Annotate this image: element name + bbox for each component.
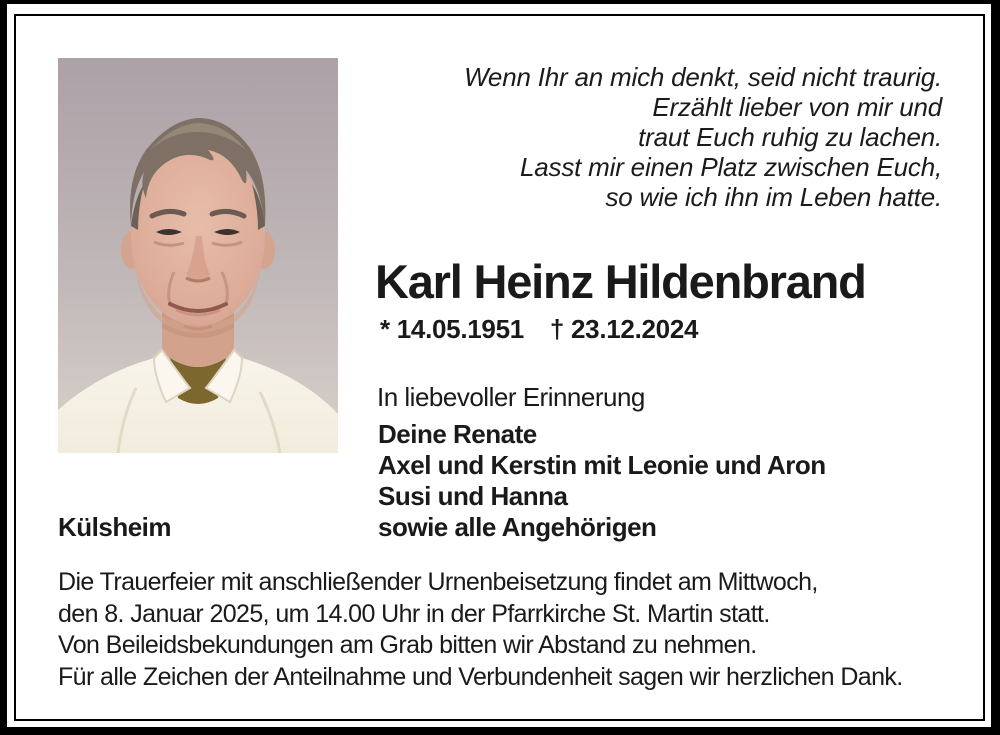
mourners-list <box>378 419 826 543</box>
poem-line: Wenn Ihr an mich denkt, seid nicht traurig. <box>464 62 942 92</box>
mourner-line: Susi und Hanna <box>378 481 568 511</box>
mourner-line: Deine Renate <box>378 419 537 449</box>
remembrance-text: In liebevoller Erinnerung <box>377 382 645 412</box>
poem-line: traut Euch ruhig zu lachen. <box>638 122 942 152</box>
deceased-name: Karl Heinz Hildenbrand <box>375 255 866 308</box>
funeral-line: Für alle Zeichen der Anteilnahme und Verbundenheit sagen wir herzlichen Dank. <box>58 662 903 691</box>
mourner-line: sowie alle Angehörigen <box>378 512 657 542</box>
birth-date-group <box>380 314 524 344</box>
birth-date: 14.05.1951 <box>396 314 524 344</box>
poem-line: so wie ich ihn im Leben hatte. <box>605 182 942 212</box>
poem <box>464 62 942 212</box>
mourner-line: Axel und Kerstin mit Leonie und Aron <box>378 450 826 480</box>
birth-symbol: * <box>380 314 390 344</box>
funeral-line: Die Trauerfeier mit anschließender Urnenbeisetzung findet am Mittwoch, <box>58 568 818 596</box>
funeral-line: den 8. Januar 2025, um 14.00 Uhr in der Pfarrkirche St. Martin statt. <box>58 599 770 628</box>
funeral-line: Von Beileidsbekundungen am Grab bitten wir Abstand zu nehmen. <box>58 631 757 659</box>
death-date-group <box>550 314 698 344</box>
death-date: 23.12.2024 <box>571 314 699 344</box>
poem-line: Erzählt lieber von mir und <box>652 92 942 122</box>
portrait-photo <box>58 58 338 453</box>
cross-symbol: † <box>549 314 565 344</box>
funeral-info <box>58 567 903 693</box>
life-dates <box>380 314 698 345</box>
place-name: Külsheim <box>58 512 172 542</box>
poem-line: Lasst mir einen Platz zwischen Euch, <box>520 152 942 182</box>
